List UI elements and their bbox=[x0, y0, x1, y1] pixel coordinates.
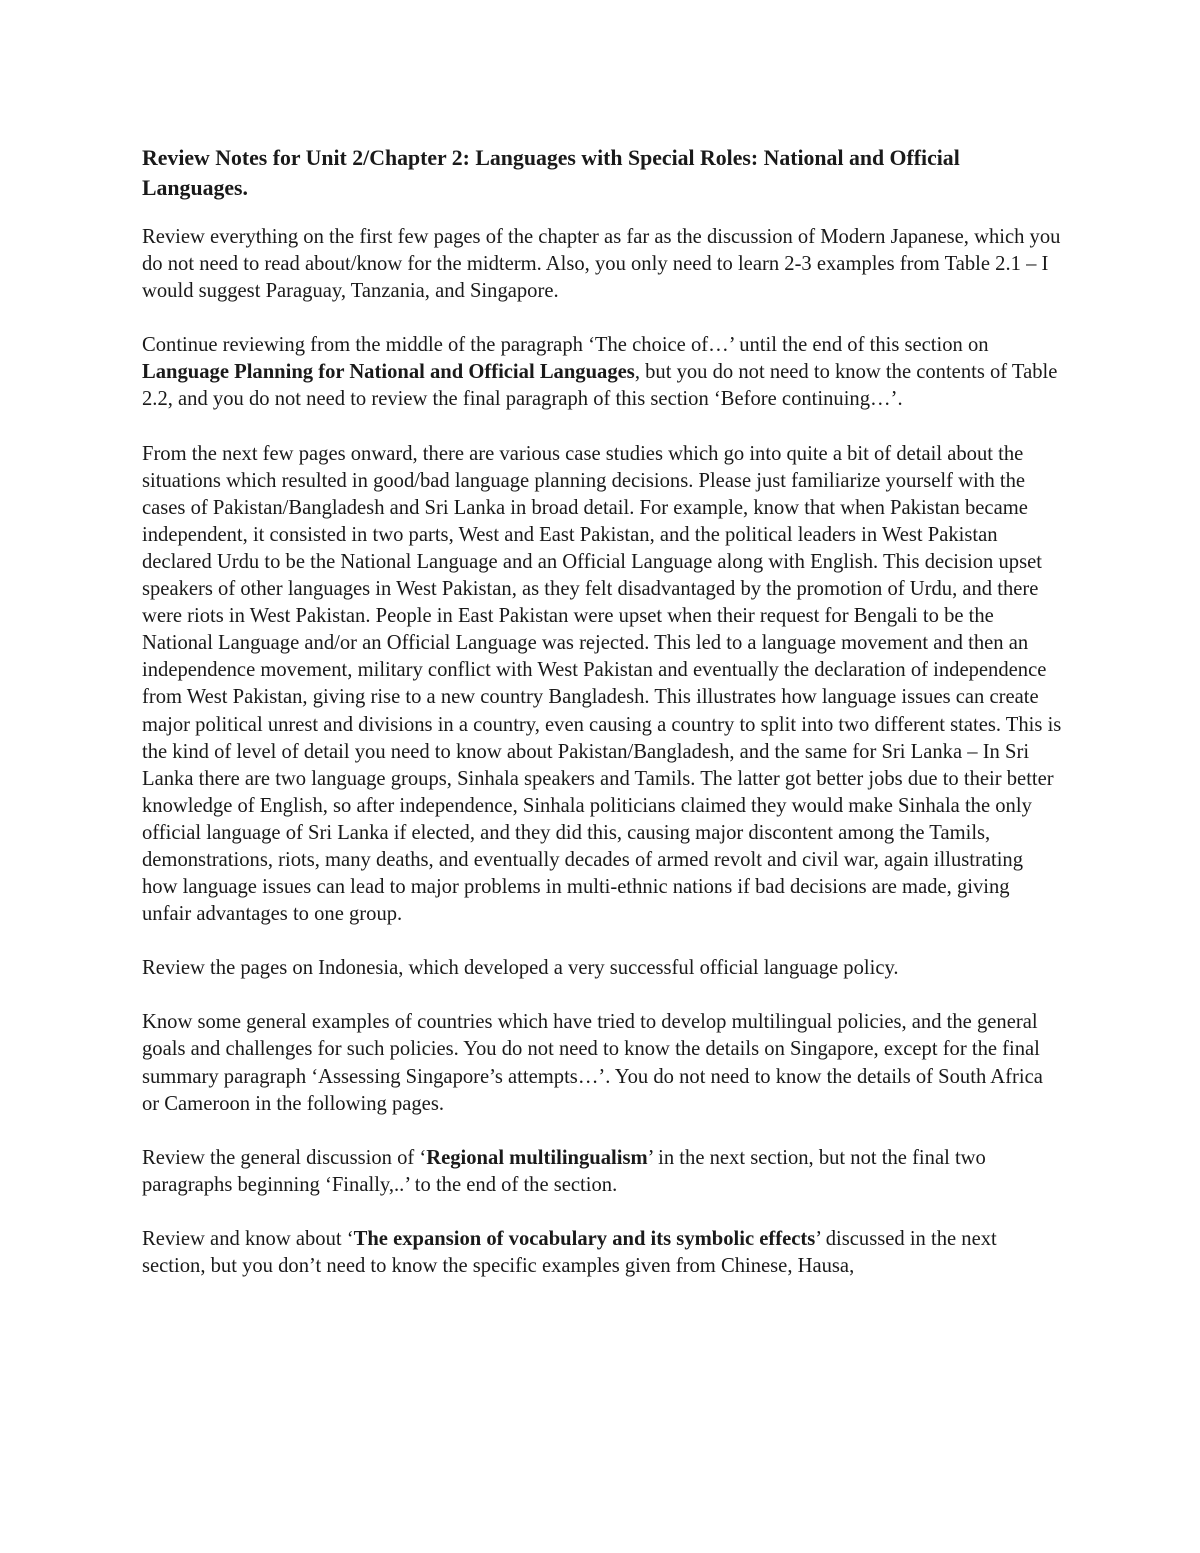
paragraph-text: , but you do not need to know the contents of Table 2.2, and you do not need to review the final paragraph of this section ‘Before continuing…’. bbox=[142, 361, 1058, 411]
bold-section-name: Language Planning for National and Official Languages bbox=[142, 361, 635, 384]
paragraph-text: ’ discussed in the next section, but you don’t need to know the specific examples given from Chinese, Hausa, bbox=[142, 1227, 997, 1277]
paragraph-case-studies: From the next few pages onward, there are various case studies which go into quite a bit of detail about the situations which resulted in good/bad language planning decisions. Please just familiarize yourself with the cases of Pakistan/Bangladesh and Sri Lanka in broad detail. For example, know that when Pakistan became independent, it consisted in two parts, West and East Pakistan, and the political leaders in West Pakistan declared Urdu to be the National Language and an Official Language along with English. This decision upset speakers of other languages in West Pakistan, as they felt disadvantaged by the promotion of Urdu, and there were riots in West Pakistan. People in East Pakistan were upset when their request for Bengali to be the National Language and/or an Official Language was rejected. This led to a language movement and then an independence movement, military conflict with West Pakistan and eventually the declaration of independence from West Pakistan, giving rise to a new country Bangladesh. This illustrates how language issues can create major political unrest and divisions in a country, even causing a country to split into two different states. This is the kind of level of detail you need to know about Pakistan/Bangladesh, and the same for Sri Lanka – In Sri Lanka there are two language groups, Sinhala speakers and Tamils. The latter got better jobs due to their better knowledge of English, so after independence, Sinhala politicians claimed they would make Sinhala the only official language of Sri Lanka if elected, and they did this, causing major discontent among the Tamils, demonstrations, riots, many deaths, and eventually decades of armed revolt and civil war, again illustrating how language issues can lead to major problems in multi-ethnic nations if bad decisions are made, giving unfair advantages to one group. bbox=[142, 442, 1062, 926]
bold-section-name: The expansion of vocabulary and its symbolic effects bbox=[353, 1227, 816, 1250]
paragraph-vocabulary-expansion bbox=[142, 1226, 1062, 1280]
paragraph-indonesia: Review the pages on Indonesia, which developed a very successful official language policy. bbox=[142, 957, 899, 980]
paragraph-text: ’ in the next section, but not the final two paragraphs beginning ‘Finally,..’ to the end of the section. bbox=[142, 1146, 986, 1196]
document-body bbox=[142, 143, 1062, 1307]
paragraph-continue-reviewing bbox=[142, 332, 1062, 413]
paragraph-text: Continue reviewing from the middle of the paragraph ‘The choice of…’ until the end of this section on bbox=[142, 334, 989, 357]
bold-section-name: Regional multilingualism bbox=[426, 1146, 648, 1169]
paragraph-text: Review and know about ‘ bbox=[142, 1227, 354, 1250]
paragraph-multilingual-policies: Know some general examples of countries which have tried to develop multilingual policies, and the general goals and challenges for such policies. You do not need to know the details on Singapore, except for the final summary paragraph ‘Assessing Singapore’s attempts…’. You do not need to know the details of South Africa or Cameroon in the following pages. bbox=[142, 1011, 1043, 1115]
paragraph-text: Review the general discussion of ‘ bbox=[142, 1146, 427, 1169]
paragraph-regional-multilingualism bbox=[142, 1145, 1062, 1199]
paragraph-review-first-pages: Review everything on the first few pages of the chapter as far as the discussion of Modern Japanese, which you do not need to read about/know for the midterm. Also, you only need to learn 2-3 examples from Table 2.1 – I would suggest Paraguay, Tanzania, and Singapore. bbox=[142, 226, 1061, 303]
document-title: Review Notes for Unit 2/Chapter 2: Languages with Special Roles: National and Official Languages. bbox=[142, 146, 960, 200]
